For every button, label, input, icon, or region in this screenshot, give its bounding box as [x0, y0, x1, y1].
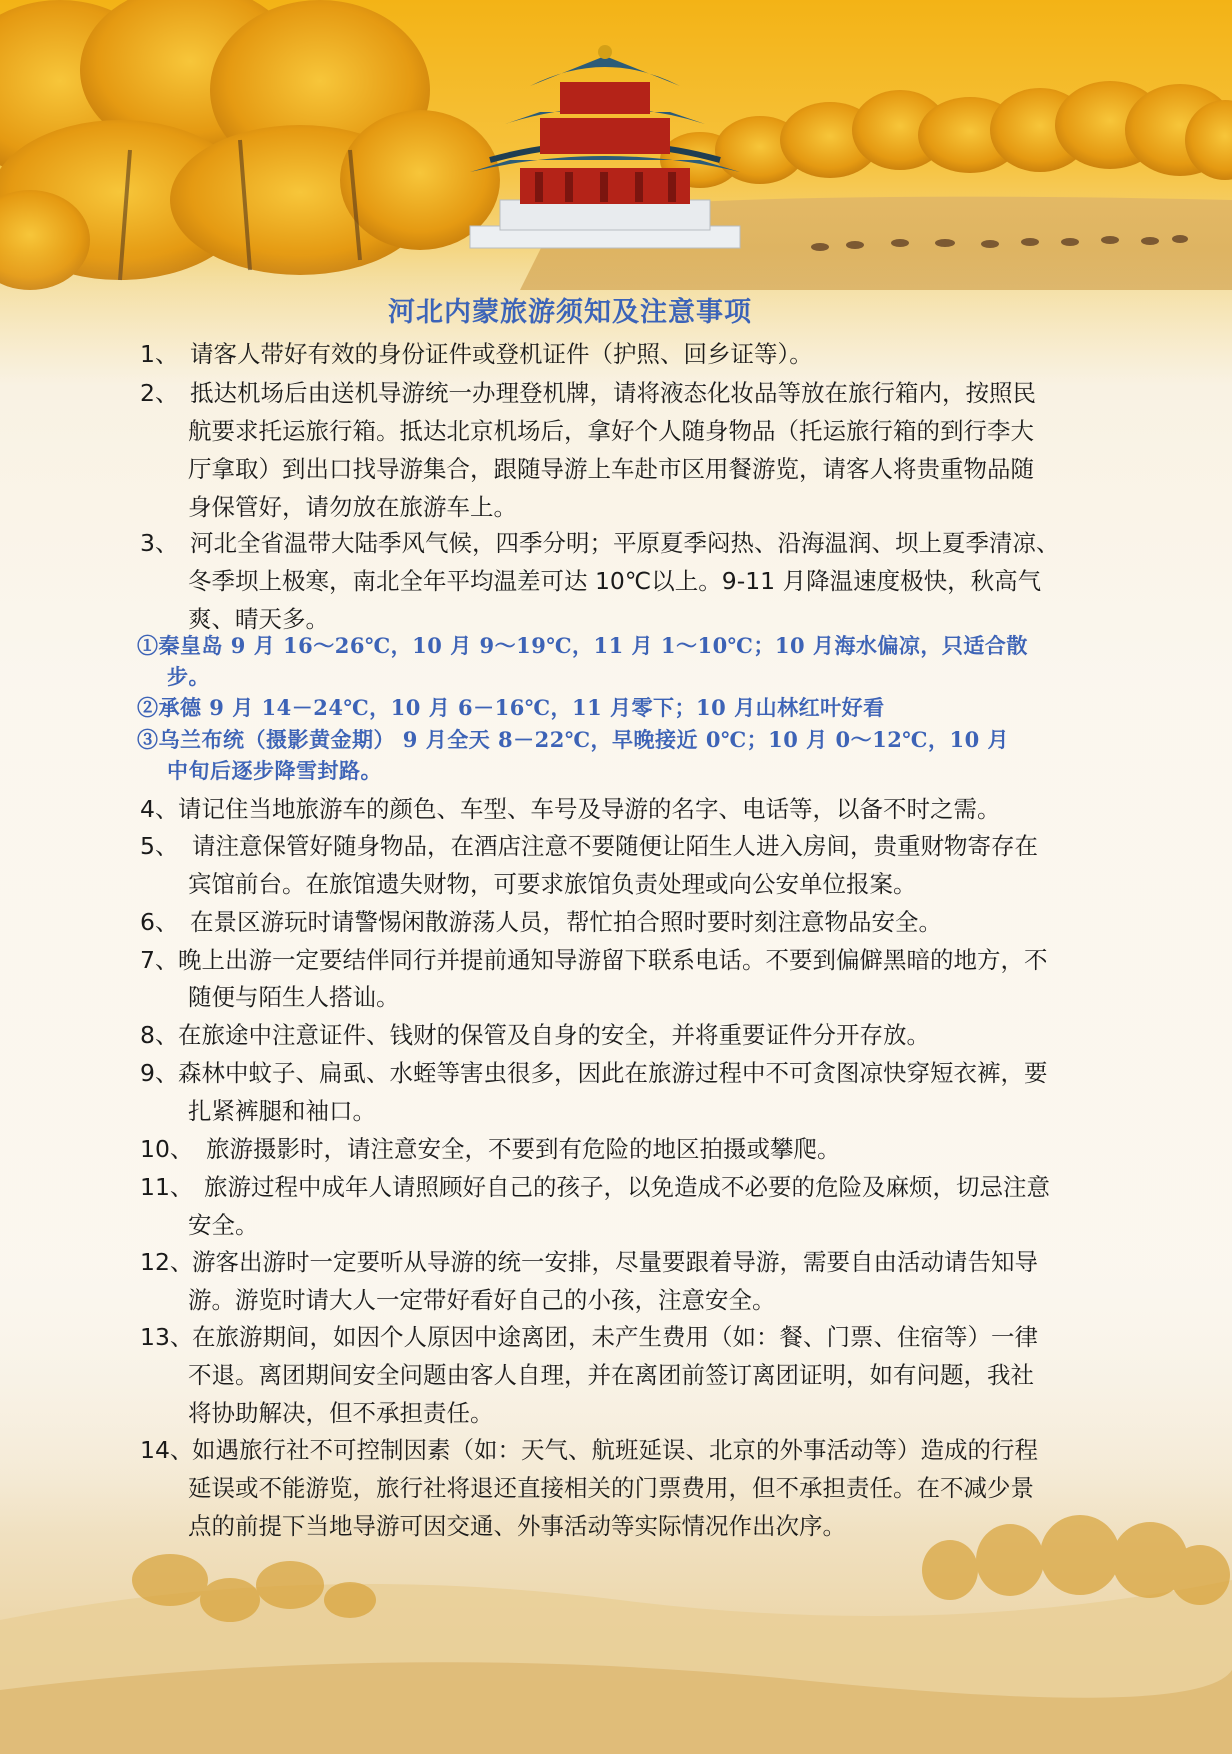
notice-list: 1、 请客人带好有效的身份证件或登机证件（护照、回乡证等）。 2、 抵达机场后由送机导游统一办理登机牌，请将液态化妆品等放在旅行箱内，按照民 航要求托运旅行箱。抵达北京机场后，拿好个人随身物品（托运旅行箱的到行李大 厅拿取）到出口找导游集合，跟随导游上车赴市区用餐游览，请客人将贵重物品随 身保管好，请勿放在旅游车上。 3、 河北全省温带大陆季风气候，四季分明；平原夏季闷热、沿海温润、坝上夏季清凉、 冬季坝上极寒，南北全年平均温差可达 10℃以上。9-11 月降温速度极快，秋高气 爽、晴天多。 ①秦皇岛 9 月 16～26℃，10 月 9～19℃，11 月 1～10℃；10 月海水偏凉，只适合散 步。 ②承德 9 月 14－24℃，10 月 6－16℃，11 月零下；10 月山林红叶好看 ③乌兰布统（摄影黄金期） 9 月全天 8－22℃，早晚接近 0℃；10 月 0～12℃，10 月 中旬后逐步降雪封路。 4、 请记住当地旅游车的颜色、车型、车号及导游的名字、电话等，以备不时之需。 5、 请注意保管好随身物品，在酒店注意不要随便让陌生人进入房间，贵重财物寄存在 宾馆前台。在旅馆遗失财物，可要求旅馆负责处理或向公安单位报案。 6、 在景区游玩时请警惕闲散游荡人员，帮忙拍合照时要时刻注意物品安全。 7、 晚上出游一定要结伴同行并提前通知导游留下联系电话。不要到偏僻黑暗的地方，不 随便与陌生人搭讪。 8、 在旅途中注意证件、钱财的保管及自身的安全，并将重要证件分开存放。 9、 森林中蚊子、扁虱、水蛭等害虫很多，因此在旅游过程中不可贪图凉快穿短衣裤，要 扎紧裤腿和袖口。 10、 旅游摄影时，请注意安全，不要到有危险的地区拍摄或攀爬。 11、 旅游过程中成年人请照顾好自己的孩子，以免造成不必要的危险及麻烦，切忌注意 安全。 12、 游客出游时一定要听从导游的统一安排，尽量要跟着导游，需要自由活动请告知导 游。游览时请大人一定带好看好自己的小孩，注意安全。 13、 在旅游期间，如因个人原因中途离团，未产生费用（如：餐、门票、住宿等）一律 不退。离团期间安全问题由客人自理，并在离团前签订离团证明，如有问题，我社 将协助解决，但不承担责任。 14、 如遇旅行社不可控制因素（如：天气、航班延误、北京的外事活动等）造成的行程 延误或不能游览，旅行社将退还直接相关的门票费用，但不承担责任。在不减少景 点的前提下当地导游可因交通、外事活动等实际情况作出次序。 — [137, 340, 1060, 1540]
climate-note-qinhuangdao: ①秦皇岛 9 月 16～26℃，10 月 9～19℃，11 月 1～10℃；10 月海水偏凉，只适合散 — [137, 633, 1028, 658]
climate-note-chengde: ②承德 9 月 14－24℃，10 月 6－16℃，11 月零下；10 月山林红叶好看 — [137, 695, 885, 720]
climate-note-wulanbutong-cont: 中旬后逐步降雪封路。 — [167, 758, 382, 783]
climate-note-qinhuangdao-cont: 步。 — [167, 664, 210, 689]
page-title: 河北内蒙旅游须知及注意事项 — [388, 297, 752, 328]
climate-note-wulanbutong: ③乌兰布统（摄影黄金期） 9 月全天 8－22℃，早晚接近 0℃；10 月 0～12℃，10 月 — [137, 727, 1010, 752]
